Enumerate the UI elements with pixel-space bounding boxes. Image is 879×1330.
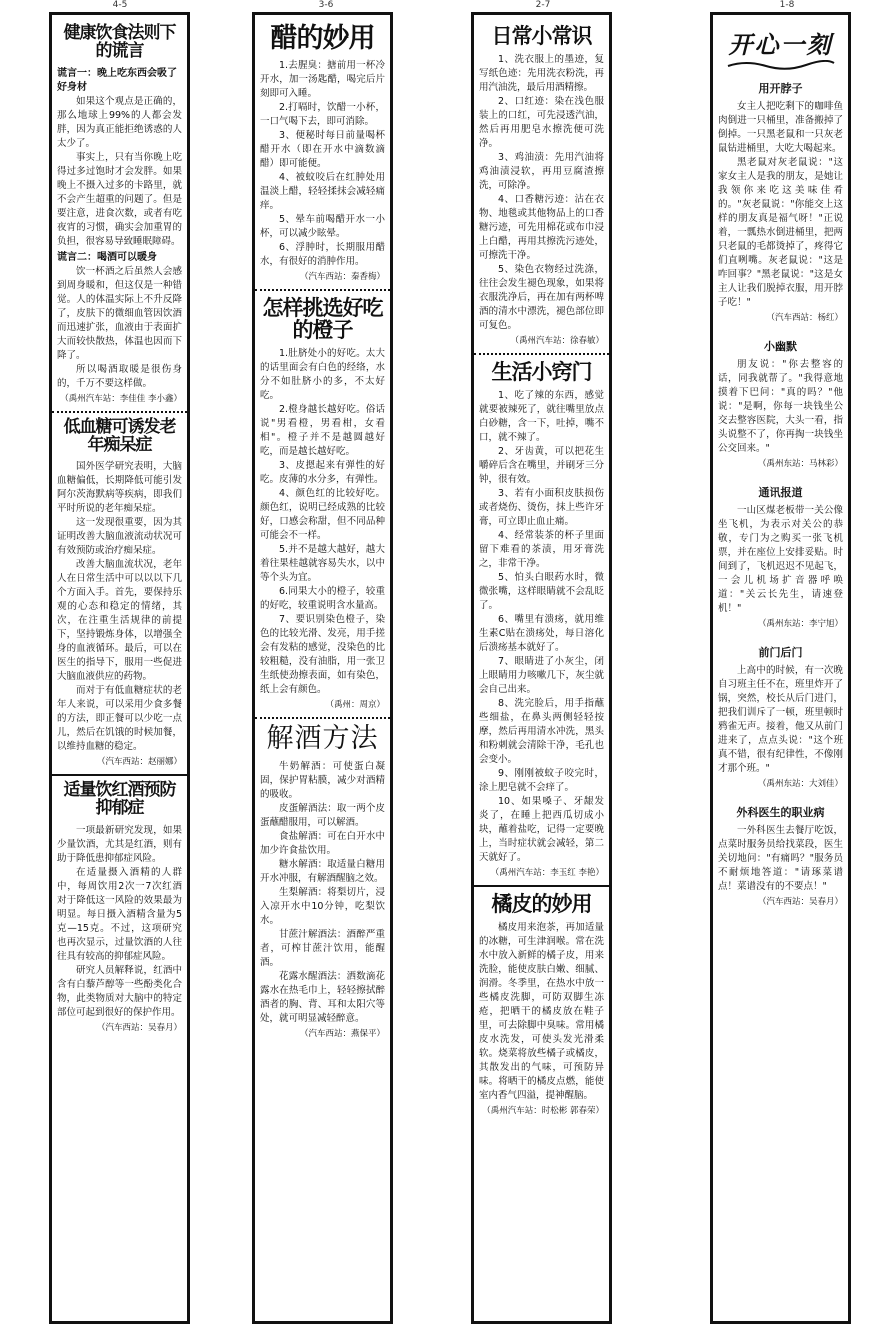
page-number-3: 2-7 bbox=[535, 0, 551, 10]
page-number-2: 3-6 bbox=[318, 0, 334, 10]
article-paragraph: 8、洗完脸后，用手指蘸些细盐，在鼻头两侧轻轻按摩，然后再用清水冲洗，黑头和粉刺就会清除干净，毛孔也会变小。 bbox=[479, 698, 604, 766]
divider bbox=[474, 885, 609, 887]
article-title: 生活小窍门 bbox=[491, 359, 592, 385]
divider bbox=[474, 353, 609, 355]
article-subtitle: 谎言二：喝酒可以暖身 bbox=[57, 251, 157, 263]
story-title: 用开脖子 bbox=[758, 82, 803, 95]
article-credit: （禹州汽车站：时松彬 郭春荣） bbox=[482, 1106, 604, 1117]
divider bbox=[255, 289, 390, 291]
story-credit: （汽车西站：吴春月） bbox=[757, 897, 843, 907]
article-paragraph: 甘蔗汁解酒法：酒醉严重者，可榨甘蔗汁饮用，能醒酒。 bbox=[260, 928, 385, 968]
page-number-1: 4-5 bbox=[112, 0, 128, 10]
article-paragraph: 7、要识别染色橙子，染色的比较光滑、发亮，用手搓会有发粘的感觉，没染色的比较粗糙，没有油脂，用一张卫生纸使劲擦表面，如有染色，纸上会有颜色。 bbox=[260, 614, 385, 696]
article-paragraph: 2、牙齿黄，可以把花生嚼碎后含在嘴里，并刷牙三分钟，很有效。 bbox=[479, 446, 604, 486]
article-subtitle: 谎言一：晚上吃东西会吸了好身材 bbox=[57, 67, 177, 93]
article-paragraph: 4、颜色红的比较好吃。颜色红，说明已经成熟的比较好，口感会称甜，但不同品种可能会不一样。 bbox=[260, 488, 385, 542]
article-paragraph: 而对于有低血糖症状的老年人来说，可以采用少食多餐的方法，即正餐可以少吃一点儿，然后在饥饿的时候加餐，以维持血糖的稳定。 bbox=[57, 685, 182, 753]
story-credit: （禹州东站：大刘佳） bbox=[757, 779, 843, 789]
article-paragraph: 3、若有小面积皮肤损伤或者烧伤、烫伤，抹上些许牙膏，可立即止血止痛。 bbox=[479, 488, 604, 528]
article-credit: （禹州汽车站：徐春敏） bbox=[510, 336, 604, 347]
article-credit: （禹州汽车站：李玉红 李艳） bbox=[490, 868, 604, 879]
article-paragraph: 9、刚刚被蚊子咬完时，涂上肥皂就不会痒了。 bbox=[479, 768, 604, 794]
article-paragraph: 3、鸡油渍：先用汽油将鸡油渍浸软，再用豆腐渣擦洗，可除净。 bbox=[479, 152, 604, 192]
article-credit: （禹州汽车站：李佳佳 李小鑫） bbox=[60, 393, 182, 404]
logo-text: 开心一刻 bbox=[728, 30, 833, 59]
story-title: 前门后门 bbox=[758, 646, 803, 659]
story-title: 通讯报道 bbox=[758, 486, 803, 499]
article-paragraph: 4、被蚊咬后在红肿处用温淡上醋，轻轻揉抹会减轻痛痒。 bbox=[260, 172, 385, 212]
article-paragraph: 食盐解酒：可在白开水中加少许食盐饮用。 bbox=[260, 830, 385, 856]
article-paragraph: 2.打嗝时，饮醋一小杯，一口气喝下去，即可消除。 bbox=[260, 102, 385, 128]
story-paragraph: 朋友说："你去整容的话，同我就帮了。"我得意地摸着下巴问："真的吗？"他说："是啊，你每一块钱坐公交去整容医院，大头一看，指头说整不了，你再掏一块钱坐公交回来。" bbox=[718, 359, 843, 454]
article-paragraph: 5、染色衣物经过洗涤，往往会发生褪色现象，如果将衣服洗净后，再在加有两杯啤酒的清水中漂洗，褪色部位即可复色。 bbox=[479, 264, 604, 332]
article-paragraph: 糖水解酒：取适量白糖用开水冲服，有解酒醒脑之效。 bbox=[260, 858, 385, 884]
article-paragraph: 橘皮用来泡茶，再加适量的冰糖，可生津润喉。常在洗水中放入新鲜的橘子皮，用来洗脸，能使皮肤白嫩、细腻、润滑。冬季里，在热水中放一些橘皮洗脚，可防双脚生冻疮，把晒干的橘皮放在鞋子里，可去除脚中臭味。常用橘皮水洗发，可使头发光滑柔软。烧菜将放些橘子或橘皮，其散发出的气味，可预防异味。将晒干的橘皮点燃，能使室内香气四溢，提神醒脑。 bbox=[479, 922, 604, 1102]
story-paragraph: 一山区煤老板带一关公像坐飞机，为表示对关公的恭敬，专门为之购买一张飞机票，并在座位上安排妥贴。时间到了，飞机迟迟不见起飞，一会儿机场扩音器呼唤道："关云长先生，请速登机！" bbox=[718, 505, 843, 614]
article-paragraph: 3、皮摁起来有弹性的好吃。皮薄的水分多，有弹性。 bbox=[260, 460, 385, 486]
article-paragraph: 5、晕车前喝醋开水一小杯，可以减少眩晕。 bbox=[260, 214, 385, 240]
article-paragraph: 1.肚脐处小的好吃。太大的话里面会有白色的经络，水分不如肚脐小的多，不太好吃。 bbox=[260, 348, 385, 402]
article-paragraph: 牛奶解酒：可使蛋白凝固，保护胃粘膜，减少对酒精的吸收。 bbox=[260, 760, 385, 800]
story-paragraph: 黑老鼠对灰老鼠说："这家女主人是我的朋友，是她让我领你来吃这美味佳肴的。"灰老鼠说："你能交上这样的朋友真是福气呀！"正说着，一瓢热水倒进桶里，把两只老鼠的毛都烫掉了，疼得它们直咧嘴。灰老鼠说："这是咋回事？"黑老鼠说："这是女主人让我们脱掉衣服，用开脖子吃！" bbox=[718, 157, 843, 308]
article-title: 解酒方法 bbox=[266, 723, 379, 755]
article-title: 醋的妙用 bbox=[270, 23, 375, 54]
article-paragraph: 研究人员解释说，红酒中含有白藜芦醇等一些酚类化合物，此类物质对大脑中的特定部位可起到很好的保护作用。 bbox=[57, 965, 182, 1019]
article-paragraph: 所以喝酒取暖是很伤身的，千万不要这样做。 bbox=[57, 363, 182, 389]
swirl-ornament-icon bbox=[726, 60, 836, 70]
page-number-4: 1-8 bbox=[779, 0, 795, 10]
article-title: 橘皮的妙用 bbox=[491, 891, 592, 917]
article-paragraph: 饮一杯酒之后虽然人会感到周身暖和，但这仅是一种错觉。人的体温实际上不升反降了，皮肤下的微细血管因饮酒而迅速扩张，血液由于表面扩大而较快散热，体温也因而下降了。 bbox=[57, 265, 182, 361]
divider bbox=[52, 411, 187, 413]
story-credit: （禹州东站：李宁旭） bbox=[757, 619, 843, 629]
column-humor bbox=[710, 12, 851, 1324]
article-credit: （汽车西站：赵丽娜） bbox=[96, 757, 182, 768]
article-title: 适量饮红酒预防抑郁症 bbox=[63, 780, 176, 819]
story-paragraph: 一外科医生去餐厅吃饭，点菜时服务员给找菜段，医生关切地问："有痛吗？"服务员不耐烦地答道："请琢菜谱点！菜谱没有的不要点！" bbox=[718, 825, 843, 892]
article-paragraph: 1、吃了辣的东西，感觉就要被辣死了，就往嘴里放点白砂糖，含一下，吐掉，嘴不口，就不辣了。 bbox=[479, 390, 604, 444]
column-tips bbox=[252, 12, 393, 1324]
story-credit: （禹州东站：马林彩） bbox=[757, 459, 843, 469]
article-paragraph: 5.并不是越大越好，越大着往果桂越就容易失水，以中等个头为宜。 bbox=[260, 544, 385, 584]
article-paragraph: 6.同果大小的橙子，较重的好吃，较重说明含水量高。 bbox=[260, 586, 385, 612]
article-title: 健康饮食法则下的谎言 bbox=[63, 23, 176, 61]
article-paragraph: 2、口红迹：染在浅色服装上的口红，可先浸透汽油，然后再用肥皂水擦洗便可洗净。 bbox=[479, 96, 604, 150]
article-paragraph: 6、嘴里有溃疡，就用维生素C贴在溃疡处，每日溶化后溃疡基本就好了。 bbox=[479, 614, 604, 654]
article-title: 怎样挑选好吃的橙子 bbox=[262, 295, 383, 343]
section-logo bbox=[718, 25, 843, 70]
divider bbox=[52, 774, 187, 776]
article-paragraph: 1.去腥臭：搪前用一杯冷开水，加一汤匙醋，喝完后片刻即可入睡。 bbox=[260, 60, 385, 100]
column-health bbox=[49, 12, 190, 1324]
article-paragraph: 改善大脑血流状况，老年人在日常生活中可以以以下几个方面入手。首先，要保持乐观的心态和稳定的情绪，其次，在注重生活规律的前提下，坚持锻炼身体，以增强全身的血液循环。最后，可以在医生的指导下，服用一些促进大脑血液供应的药物。 bbox=[57, 559, 182, 683]
article-credit: （禹州：周京） bbox=[325, 700, 385, 711]
article-paragraph: 5、怕头白眼药水时，微微张嘴，这样眼睛就不会乱眨了。 bbox=[479, 572, 604, 612]
article-paragraph: 国外医学研究表明，大脑血糖偏低，长期降低可能引发阿尔茨海默病等疾病，即我们平时所说的老年痴呆症。 bbox=[57, 461, 182, 515]
article-paragraph: 2.橙身越长越好吃。俗话说"男看橙，男看柑，女看相"。橙子并不是越圆越好吃，而是越长越好吃。 bbox=[260, 404, 385, 458]
article-paragraph: 4、经常装茶的杯子里面留下难看的茶渍，用牙膏洗之，非常干净。 bbox=[479, 530, 604, 570]
article-paragraph: 如果这个观点是正确的，那么地球上99%的人都会发胖，因为真正能拒绝诱惑的人太少了。 bbox=[57, 95, 182, 149]
article-paragraph: 6、浮肿时，长期服用醋水，有很好的消肿作用。 bbox=[260, 242, 385, 268]
article-paragraph: 这一发现很重要，因为其证明改善大脑血液流动状况可有效预防或治疗痴呆症。 bbox=[57, 517, 182, 557]
divider bbox=[255, 717, 390, 719]
article-title: 日常小常识 bbox=[491, 23, 592, 48]
column-life bbox=[471, 12, 612, 1324]
article-paragraph: 在适量摄入酒精的人群中，每周饮用2次一7次红酒对于降低这一风险的效果最为明显。每日摄入酒精含量为5克—15克。不过，这项研究也再次显示，过量饮酒的人往往具有较高的抑郁症风险。 bbox=[57, 867, 182, 963]
article-paragraph: 10、如果嗓子、牙龈发炎了，在睡上把西瓜切成小块，蘸着盐吃，记得一定要晚上，当时症状就会减轻，第二天就好了。 bbox=[479, 796, 604, 864]
article-paragraph: 3、便秘时每日前量喝杯醋开水（即在开水中滴数滴醋）即可能便。 bbox=[260, 130, 385, 170]
article-paragraph: 皮蛋解酒法：取一两个皮蛋蘸醋服用，可以解酒。 bbox=[260, 802, 385, 828]
article-paragraph: 事实上，只有当你晚上吃得过多过饱时才会发胖。如果晚上不摄入过多的卡路里，就不会产生超重的问题了。但是要注意，进食次数，或者有吃夜宵的习惯，确实会加重胃的负担，很容易导致睡眠障碍。 bbox=[57, 151, 182, 247]
article-paragraph: 生梨解酒：将梨切片，浸入凉开水中10分钟，吃梨饮水。 bbox=[260, 886, 385, 926]
article-credit: （汽车西站：燕保平） bbox=[299, 1028, 385, 1039]
story-paragraph: 女主人把吃剩下的咖啡鱼肉倒进一只桶里，准备搬掉了倒掉。一只黑老鼠和一只灰老鼠钻进桶里，大吃大喝起来。 bbox=[718, 101, 843, 154]
article-paragraph: 4、口香糖污迹：沾在衣物、地毯或其他物品上的口香糖污迹，可先用棉花或布巾浸上白醋，再用其擦洗污迹处，可擦洗干净。 bbox=[479, 194, 604, 262]
article-credit: （汽车西站：秦香梅） bbox=[299, 272, 385, 283]
article-title: 低血糖可诱发老年痴呆症 bbox=[63, 416, 176, 455]
article-paragraph: 7、眼睛进了小灰尘，闭上眼睛用力咳嗽几下，灰尘就会自己出来。 bbox=[479, 656, 604, 696]
article-credit: （汽车西站：吴春月） bbox=[96, 1023, 182, 1034]
story-paragraph: 上高中的时候，有一次晚自习班主任不在，班里炸开了锅，突然，校长从后门进门，把我们训斥了一顿，班里顿时鸦雀无声。接着，他又从前门进来了，点点头说："这个班真不错，很有纪律性，不像刚才那个班。" bbox=[718, 665, 843, 774]
article-paragraph: 1、洗衣服上的墨迹，复写纸色迹：先用洗衣粉洗，再用汽油洗，最后用酒精擦。 bbox=[479, 54, 604, 94]
article-paragraph: 一项最新研究发现，如果少量饮酒，尤其是红酒，则有助于降低患抑郁症风险。 bbox=[57, 825, 182, 865]
story-credit: （汽车西站：杨红） bbox=[766, 313, 843, 323]
story-title: 外科医生的职业病 bbox=[736, 806, 825, 819]
story-title: 小幽默 bbox=[764, 340, 797, 353]
article-paragraph: 花露水醒酒法：洒数滴花露水在热毛巾上，轻轻擦拭醉酒者的胸、背、耳和太阳穴等处，就可明显减轻醉意。 bbox=[260, 970, 385, 1024]
